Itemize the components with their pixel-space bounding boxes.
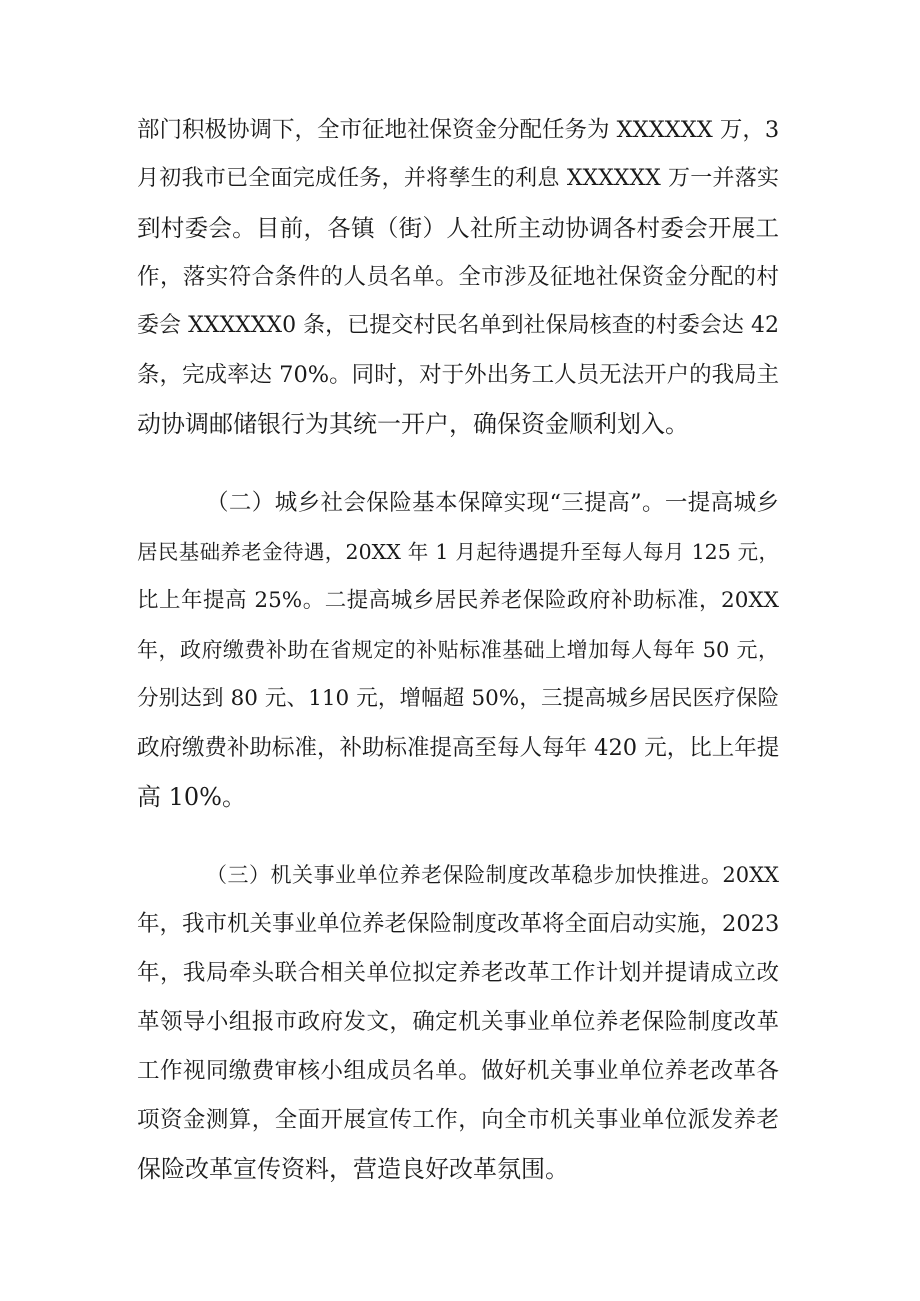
paragraph-1-line-1: 部门积极协调下，全市征地社保资金分配任务为 XXXXXX 万，3 bbox=[137, 117, 780, 143]
paragraph-2-line-7: 高 10%。 bbox=[137, 783, 246, 811]
paragraph-2-line-2: 居民基础养老金待遇，20XX 年 1 月起待遇提升至每人每月 125 元， bbox=[137, 540, 779, 564]
paragraph-2-line-3: 比上年提高 25%。二提高城乡居民养老保险政府补助标准，20XX bbox=[137, 588, 779, 613]
paragraph-3-line-4: 革领导小组报市政府发文，确定机关事业单位养老保险制度改革 bbox=[137, 1009, 779, 1035]
paragraph-3-line-5: 工作视同缴费审核小组成员名单。做好机关事业单位养老改革各 bbox=[137, 1058, 779, 1084]
paragraph-3-line-1: （三）机关事业单位养老保险制度改革稳步加快推进。20XX bbox=[206, 863, 779, 887]
paragraph-1-line-3: 到村委会。目前，各镇（街）人社所主动协调各村委会开展工 bbox=[137, 214, 779, 242]
paragraph-1-line-6: 条，完成率达 70%。同时，对于外出务工人员无法开户的我局主 bbox=[137, 362, 780, 388]
paragraph-2-line-4: 年，政府缴费补助在省规定的补贴标准基础上增加每人每年 50 元， bbox=[137, 638, 779, 662]
paragraph-2-line-1: （二）城乡社会保险基本保障实现“三提高”。一提高城乡 bbox=[206, 490, 779, 516]
paragraph-2-line-5: 分别达到 80 元、110 元，增幅超 50%，三提高城乡居民医疗保险 bbox=[137, 686, 779, 711]
paragraph-2-line-6: 政府缴费补助标准，补助标准提高至每人每年 420 元，比上年提 bbox=[137, 735, 780, 761]
paragraph-3-line-3: 年，我局牵头联合相关单位拟定养老改革工作计划并提请成立改 bbox=[137, 960, 779, 986]
paragraph-1-line-2: 月初我市已全面完成任务，并将孳生的利息 XXXXXX 万一并落实 bbox=[137, 166, 779, 191]
paragraph-3-line-7: 保险改革宣传资料，营造良好改革氛围。 bbox=[137, 1155, 569, 1183]
paragraph-3-line-2: 年，我市机关事业单位养老保险制度改革将全面启动实施，2023 bbox=[137, 911, 780, 937]
paragraph-1-line-4: 作，落实符合条件的人员名单。全市涉及征地社保资金分配的村 bbox=[137, 264, 779, 290]
paragraph-1-line-7: 动协调邮储银行为其统一开户，确保资金顺利划入。 bbox=[137, 410, 689, 438]
paragraph-1-line-5: 委会 XXXXXX0 条，已提交村民名单到社保局核查的村委会达 42 bbox=[137, 313, 779, 338]
paragraph-3-line-6: 项资金测算，全面开展宣传工作，向全市机关事业单位派发养老 bbox=[137, 1107, 779, 1133]
